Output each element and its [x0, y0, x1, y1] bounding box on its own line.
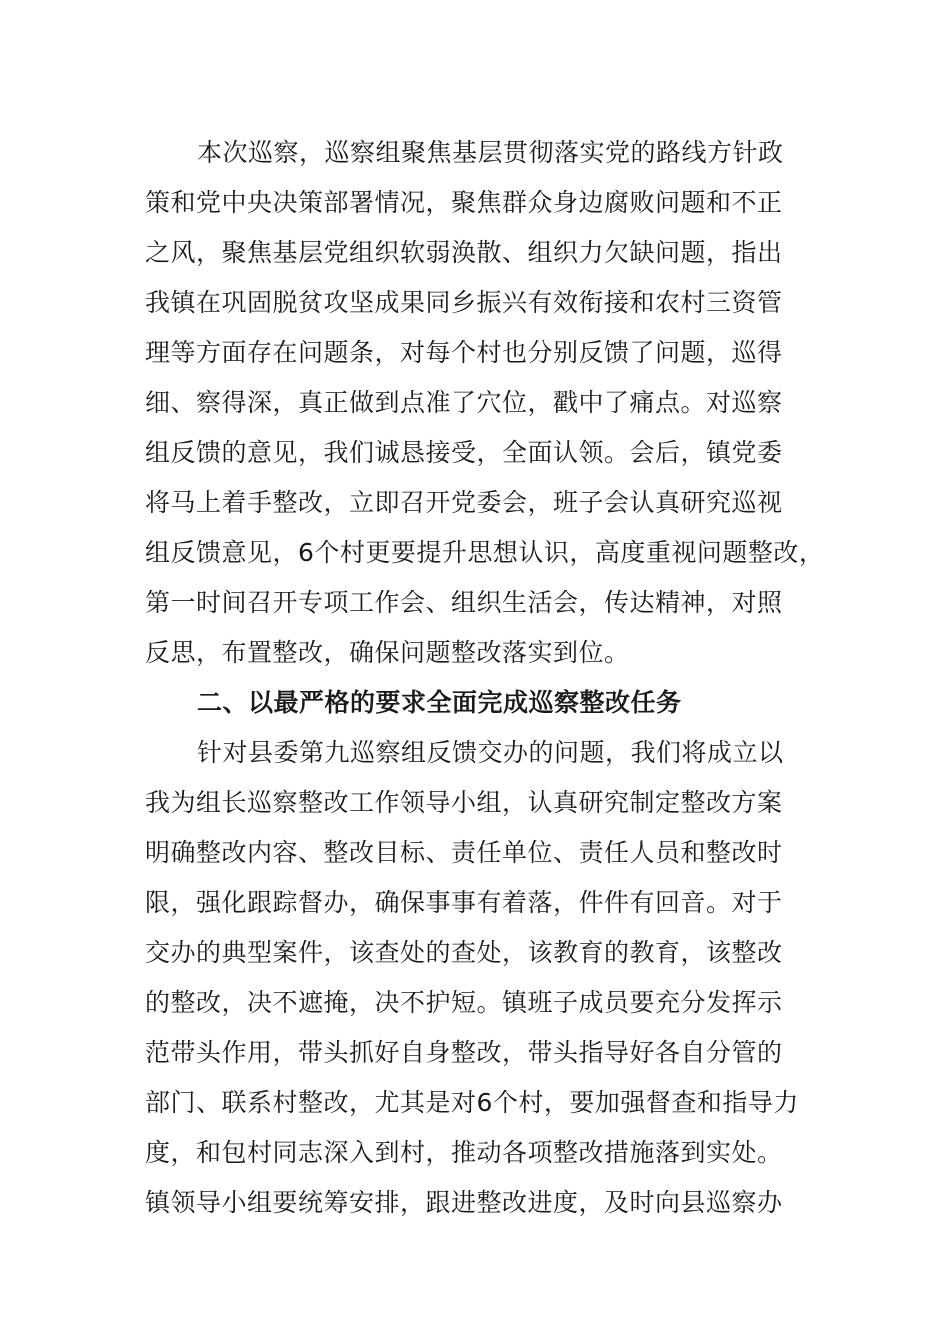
paragraph-2-line: 明确整改内容、整改目标、责任单位、责任人员和整改时	[145, 838, 783, 867]
paragraph-1-line: 组反馈意见，6个村更要提升思想认识，高度重视问题整改，	[145, 538, 825, 567]
paragraph-1-line: 之风，聚焦基层党组织软弱涣散、组织力欠缺问题，指出	[145, 238, 783, 267]
paragraph-2-line: 镇领导小组要统筹安排，跟进整改进度，及时向县巡察办	[145, 1188, 783, 1217]
section-heading: 二、以最严格的要求全面完成巡察整改任务	[197, 688, 682, 717]
paragraph-2-line: 针对县委第九巡察组反馈交办的问题，我们将成立以	[197, 738, 784, 767]
paragraph-1-line: 我镇在巩固脱贫攻坚成果同乡振兴有效衔接和农村三资管	[145, 288, 783, 317]
paragraph-2-line: 的整改，决不遮掩，决不护短。镇班子成员要充分发挥示	[145, 988, 783, 1017]
paragraph-1-line: 反思，布置整改，确保问题整改落实到位。	[145, 638, 630, 667]
paragraph-1-line: 策和党中央决策部署情况，聚焦群众身边腐败问题和不正	[145, 188, 783, 217]
paragraph-1-line: 细、察得深，真正做到点准了穴位，戳中了痛点。对巡察	[145, 388, 783, 417]
paragraph-2-line: 度，和包村同志深入到村，推动各项整改措施落到实处。	[145, 1138, 783, 1167]
paragraph-2-line: 交办的典型案件，该查处的查处，该教育的教育，该整改	[145, 938, 783, 967]
paragraph-2-line: 限，强化跟踪督办，确保事事有着落，件件有回音。对于	[145, 888, 783, 917]
paragraph-1-line: 第一时间召开专项工作会、组织生活会，传达精神，对照	[145, 588, 783, 617]
paragraph-2-line: 部门、联系村整改，尤其是对6个村，要加强督查和指导力	[145, 1088, 799, 1117]
paragraph-2-line: 范带头作用，带头抓好自身整改，带头指导好各自分管的	[145, 1038, 783, 1067]
paragraph-1-line: 将马上着手整改，立即召开党委会，班子会认真研究巡视	[145, 488, 783, 517]
paragraph-1-line: 组反馈的意见，我们诚恳接受，全面认领。会后，镇党委	[145, 438, 783, 467]
paragraph-1-line: 理等方面存在问题条，对每个村也分别反馈了问题，巡得	[145, 338, 783, 367]
paragraph-1-line: 本次巡察，巡察组聚焦基层贯彻落实党的路线方针政	[197, 138, 784, 167]
paragraph-2-line: 我为组长巡察整改工作领导小组，认真研究制定整改方案	[145, 788, 783, 817]
